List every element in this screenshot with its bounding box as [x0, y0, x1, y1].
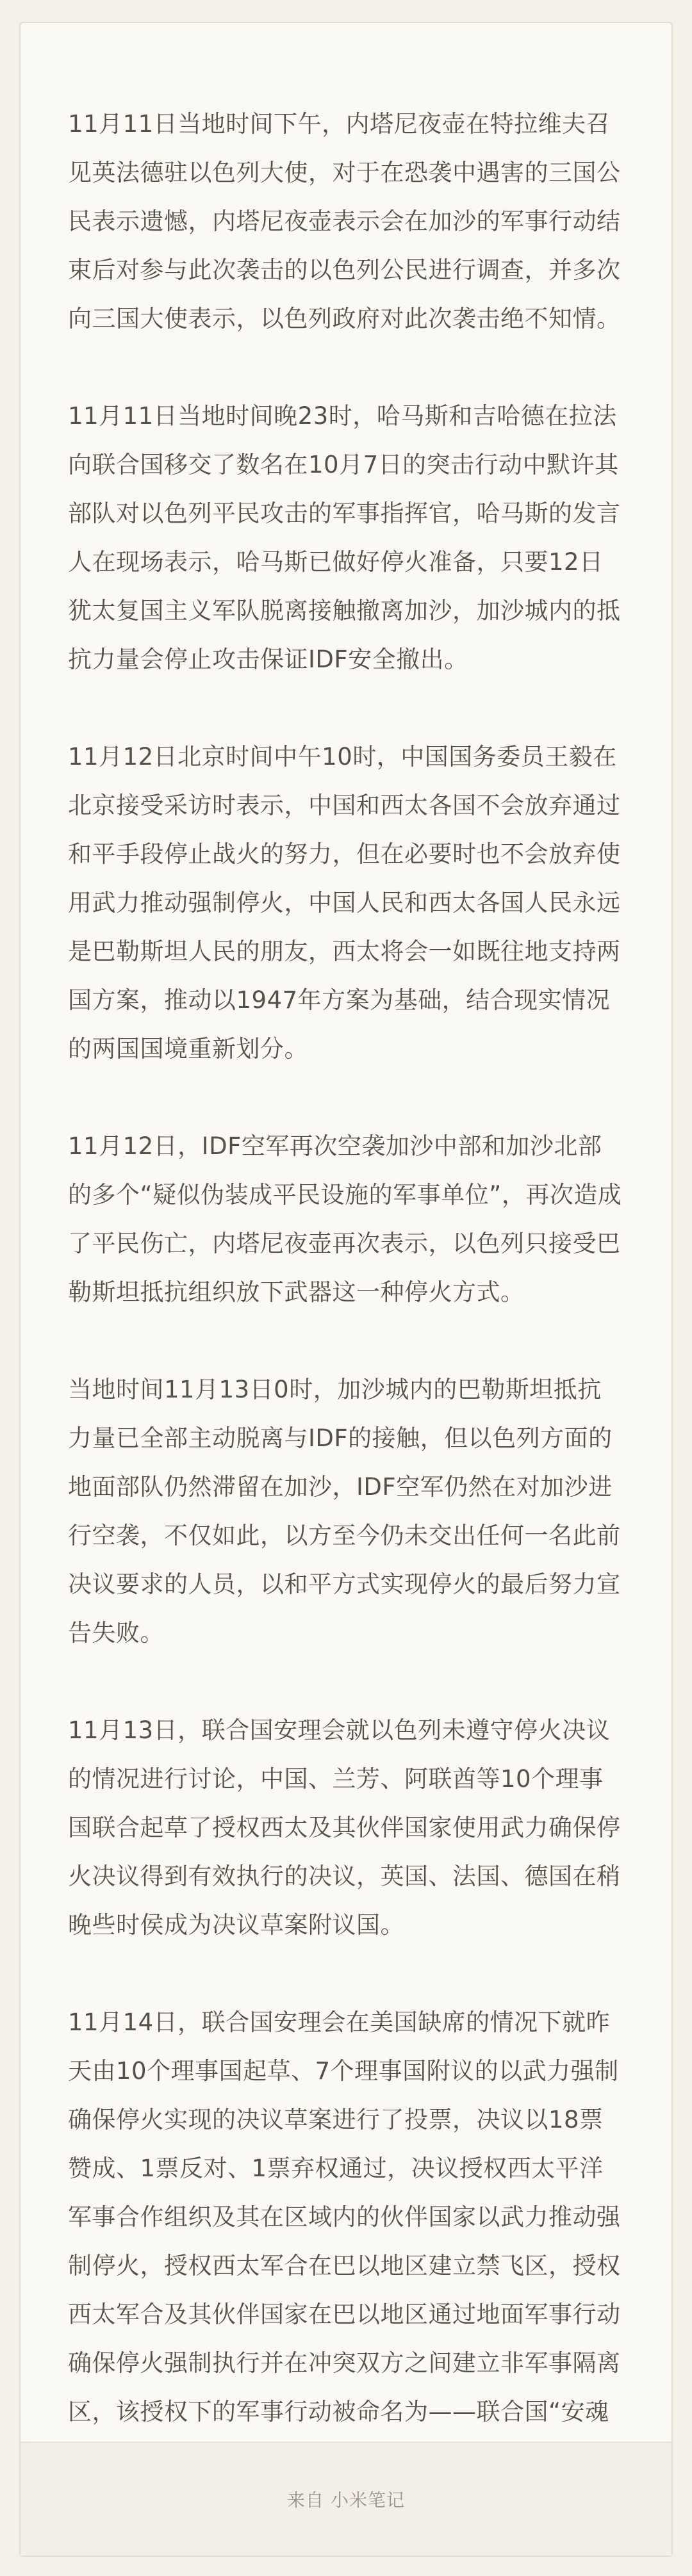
note-paragraph: 11月12日北京时间中午10时，中国国务委员王毅在北京接受采访时表示，中国和西太各国不会放弃通过和平手段停止战火的努力，但在必要时也不会放弃使用武力推动强制停火，中国人民和西太各国人民永远是巴勒斯坦人民的朋友，西太将会一如既往地支持两国方案，推动以1947年方案为基础，结合现实情况的两国国境重新划分。: [68, 743, 621, 1063]
note-paragraph: 11月12日，IDF空军再次空袭加沙中部和加沙北部的多个“疑似伪装成平民设施的军事单位”，再次造成了平民伤亡，内塔尼夜壶再次表示，以色列只接受巴勒斯坦抵抗组织放下武器这一种停火方式。: [68, 1132, 622, 1306]
note-paragraph: 当地时间11月13日0时，加沙城内的巴勒斯坦抵抗力量已全部主动脱离与IDF的接触，但以色列方面的地面部队仍然滞留在加沙，IDF空军仍然在对加沙进行空袭，不仅如此，以方至今仍未交出任何一名此前决议要求的人员，以和平方式实现停火的最后努力宣告失败。: [68, 1376, 621, 1647]
note-paragraph: 11月11日当地时间下午，内塔尼夜壶在特拉维夫召见英法德驻以色列大使，对于在恐袭中遇害的三国公民表示遗憾，内塔尼夜壶表示会在加沙的军事行动结束后对参与此次袭击的以色列公民进行调查，并多次向三国大使表示，以色列政府对此次袭击绝不知情。: [68, 110, 621, 332]
source-label: 来自 小米笔记: [287, 2490, 405, 2511]
note-paragraph: 11月13日，联合国安理会就以色列未遵守停火决议的情况进行讨论，中国、兰芳、阿联酋等10个理事国联合起草了授权西太及其伙伴国家使用武力确保停火决议得到有效执行的决议，英国、法国、德国在稍晚些时侯成为决议草案附议国。: [68, 1716, 621, 1939]
note-paragraph: 11月14日，联合国安理会在美国缺席的情况下就昨天由10个理事国起草、7个理事国附议的以武力强制确保停火实现的决议草案进行了投票，决议以18票赞成、1票反对、1票弃权通过，决议授权西太平洋军事合作组织及其在区域内的伙伴国家以武力推动强制停火，授权西太军合在巴以地区建立禁飞区，授权西太军合及其伙伴国家在巴以地区通过地面军事行动确保停火强制执行并在冲突双方之间建立非军事隔离区，该授权下的军事行动被命名为——联合国“安魂: [68, 2009, 621, 2425]
note-body: [68, 100, 623, 2534]
note-paragraph: 11月11日当地时间晚23时，哈马斯和吉哈德在拉法向联合国移交了数名在10月7日的突击行动中默许其部队对以色列平民攻击的军事指挥官，哈马斯的发言人在现场表示，哈马斯已做好停火准备，只要12日犹太复国主义军队脱离接触撤离加沙，加沙城内的抵抗力量会停止攻击保证IDF安全撤出。: [68, 402, 621, 673]
source-footer: [21, 2441, 671, 2556]
